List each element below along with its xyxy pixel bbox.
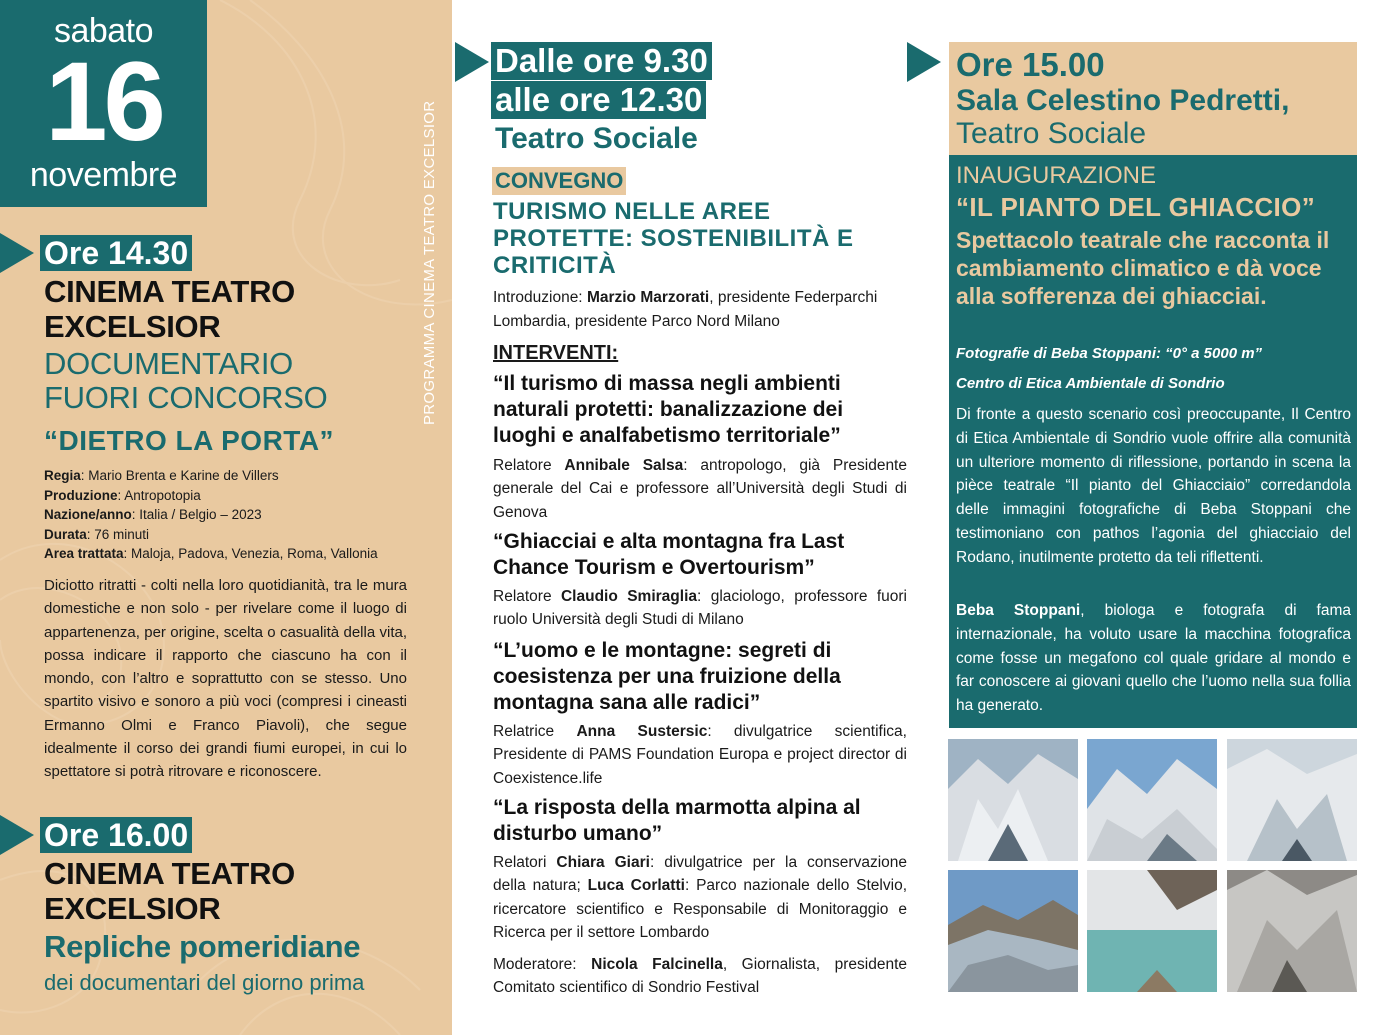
date-weekday: sabato — [53, 12, 154, 50]
talk-title: “La risposta della marmotta alpina al disturbo umano” — [493, 796, 861, 845]
event2-title: Repliche pomeridiane — [44, 929, 361, 964]
moderator: Moderatore: Nicola Falcinella, Giornalista, presidente Comitato scientifico di Sondrio Festival — [493, 956, 907, 997]
photos-credit: Fotografie di Beba Stoppani: “0° a 5000 m” — [956, 345, 1263, 362]
event1-venue-line2: EXCELSIOR — [44, 309, 221, 344]
conference-title: TURISMO NELLE AREE PROTETTE: SOSTENIBILITÀ E CRITICITÀ — [493, 198, 854, 279]
event1-category-line1: DOCUMENTARIO — [44, 346, 293, 381]
conference-tag: CONVEGNO — [492, 167, 626, 195]
talk-title: “Il turismo di massa negli ambienti naturali protetti: banalizzazione dei luoghi e analfabetismo territoriale” — [493, 372, 844, 447]
talk-speaker: Relatori Chiara Giari: divulgatrice per la conservazione della natura; Luca Corlatti: Parco nazionale dello Stelvio, ricercatore scientifico e Responsabile di Monitoraggio e Ricerca per il settore Lombardo — [493, 854, 907, 941]
event2-venue-line1: CINEMA TEATRO — [44, 856, 295, 891]
event1-time: Ore 14.30 — [40, 235, 192, 271]
vertical-section-label: PROGRAMMA CINEMA TEATRO EXCELSIOR — [421, 100, 438, 425]
talk-title: “Ghiacciai e alta montagna fra Last Chance Tourism e Overtourism” — [493, 530, 845, 579]
glacier-photo — [1087, 870, 1217, 992]
talk-speaker: Relatrice Anna Sustersic: divulgatrice scientifica, Presidente di PAMS Foundation Europa e project director di Coexistence.life — [493, 723, 907, 787]
event-description: Spettacolo teatrale che racconta il cambiamento climatico e dà voce alla sofferenza dei ghiacciai. — [956, 227, 1330, 309]
session-time-end: alle ore 12.30 — [491, 81, 706, 119]
organizer: Centro di Etica Ambientale di Sondrio — [956, 375, 1225, 392]
glacier-photo — [948, 739, 1078, 861]
talk-title: “L’uomo e le montagne: segreti di coesistenza per una fruizione della montagna sana alle radici” — [493, 639, 841, 714]
event1-category-line2: FUORI CONCORSO — [44, 380, 328, 415]
arrow-icon — [0, 233, 34, 273]
event2-time: Ore 16.00 — [40, 817, 192, 853]
glacier-photo — [1227, 739, 1357, 861]
event2-subtitle: dei documentari del giorno prima — [44, 970, 365, 995]
glacier-photo — [1087, 739, 1217, 861]
session-venue: Teatro Sociale — [495, 122, 698, 155]
conference-intro: Introduzione: Marzio Marzorati, presidente Federparchi Lombardia, presidente Parco Nord Milano — [493, 289, 878, 330]
date-month: novembre — [29, 156, 178, 194]
event-type: INAUGURAZIONE — [956, 162, 1157, 189]
credit-line: Regia: Mario Brenta e Karine de Villers — [44, 468, 279, 483]
talk-speaker: Relatore Claudio Smiraglia: glaciologo, professore fuori ruolo Università degli Studi di Milano — [493, 588, 907, 629]
credit-line: Durata: 76 minuti — [44, 526, 150, 542]
date-number: 16 — [45, 39, 162, 164]
event1-credits — [44, 466, 424, 564]
event1-venue-line1: CINEMA TEATRO — [44, 274, 295, 309]
event-paragraph: Di fronte a questo scenario così preoccupante, Il Centro di Etica Ambientale di Sondrio vuole offrire alla comunità un ulteriore momento di riflessione, portando in scena la pièce teatrale “Il pianto del Ghiacciaio” corredandola delle immagini fotografiche di Beba Stoppani che testimoniano con pathos l’agonia del ghiacciaio del Rodano, inutilmente protetto da teli riflettenti. — [956, 406, 1351, 566]
arrow-icon — [0, 815, 34, 855]
left-column — [0, 0, 452, 1035]
event2-venue-line2: EXCELSIOR — [44, 891, 221, 926]
event-time: Ore 15.00 — [956, 46, 1105, 83]
event-hall: Sala Celestino Pedretti, — [956, 84, 1290, 117]
credit-line: Nazione/anno: Italia / Belgio – 2023 — [44, 507, 262, 522]
talk-speaker: Relatore Annibale Salsa: antropologo, già Presidente generale del Cai e professore all’Università degli Studi di Genova — [493, 457, 907, 521]
credit-line: Produzione: Antropotopia — [44, 487, 201, 503]
event1-description: Diciotto ritratti - colti nella loro quotidianità, tra le mura domestiche e non solo - per rivelare come il luogo di appartenenza, per origine, scelta o casualità della vita, possa indicare il rapporto che ciascuno ha con il mondo, con l’altro e soprattutto con se stesso. Uno spartito visivo e sonoro a più voci (compresi i cineasti Ermanno Olmi e Franco Piavoli), che segue idealmente il corso dei grandi fiumi europei, in cui lo spettatore si potrà ritrovare e riconoscere. — [44, 577, 407, 781]
session-time-start: Dalle ore 9.30 — [491, 42, 712, 80]
event-venue: Teatro Sociale — [956, 117, 1147, 150]
glacier-photo — [948, 870, 1078, 992]
event1-title: “DIETRO LA PORTA” — [44, 425, 335, 456]
interventi-heading: INTERVENTI: — [493, 342, 619, 364]
arrow-icon — [455, 42, 489, 82]
event-title: “IL PIANTO DEL GHIACCIO” — [956, 192, 1316, 222]
date-block — [0, 0, 207, 207]
glacier-photo — [1227, 870, 1357, 992]
arrow-icon — [907, 42, 941, 82]
credit-line: Area trattata: Maloja, Padova, Venezia, Roma, Vallonia — [44, 546, 378, 561]
event-paragraph: Beba Stoppani, biologa e fotografa di fama internazionale, ha voluto usare la macchina fotografica come fosse un megafono col quale gridare al mondo e far conoscere ai giovani quello che l’uomo nella sua follia ha generato. — [956, 602, 1351, 715]
